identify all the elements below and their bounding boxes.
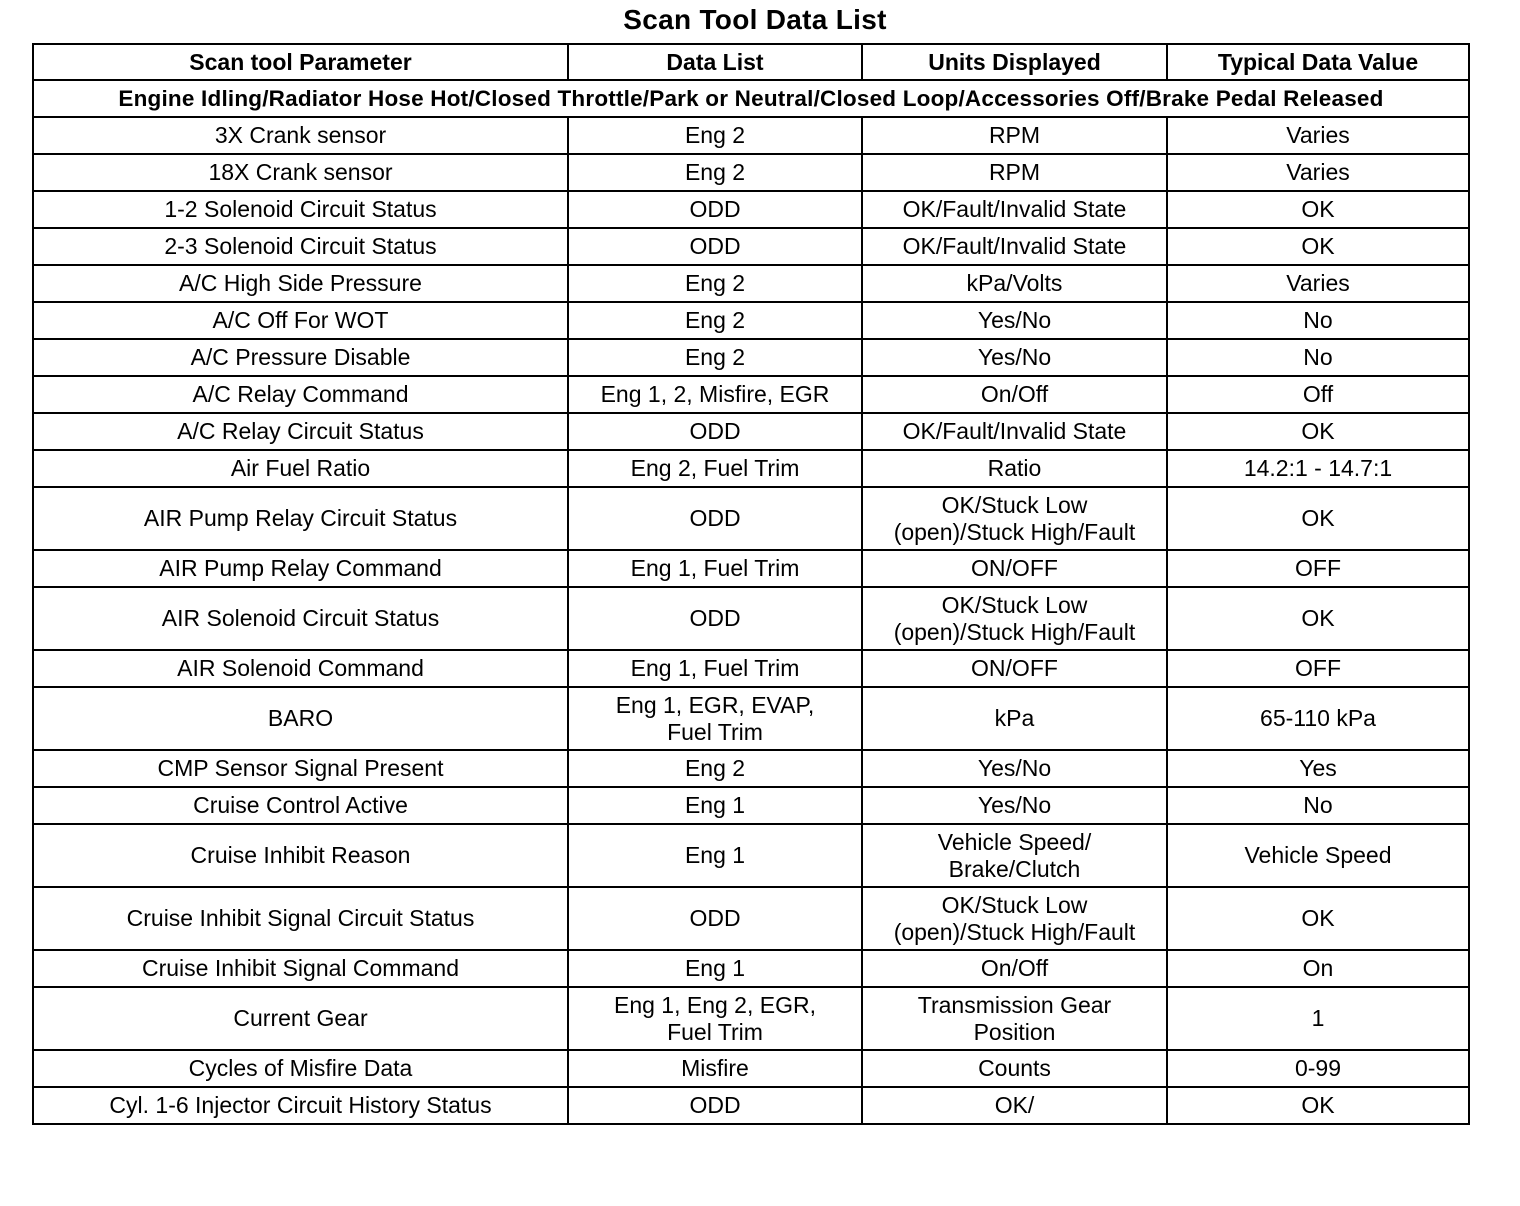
table-row — [33, 687, 1469, 750]
header-units-displayed: Units Displayed — [862, 44, 1167, 80]
typical-value-cell — [1167, 650, 1469, 687]
cell-line: ODD — [689, 233, 741, 259]
parameter-cell — [33, 487, 568, 550]
cell-line: Eng 1, Fuel Trim — [630, 655, 800, 681]
data-list-cell — [568, 650, 862, 687]
cell-line: Eng 2 — [684, 270, 746, 296]
units-cell — [862, 413, 1167, 450]
cell-line: AIR Solenoid Command — [177, 655, 424, 681]
cell-line: (open)/Stuck High/Fault — [893, 618, 1136, 645]
cell-line: OK — [1301, 1092, 1335, 1118]
typical-value-cell — [1167, 750, 1469, 787]
units-cell — [862, 787, 1167, 824]
cell-line: Misfire — [681, 1055, 749, 1081]
units-cell — [862, 228, 1167, 265]
parameter-cell — [33, 117, 568, 154]
table-row — [33, 987, 1469, 1050]
data-list-cell — [568, 587, 862, 650]
cell-line: Vehicle Speed/ — [937, 828, 1092, 855]
cell-line: 1-2 Solenoid Circuit Status — [164, 196, 437, 222]
cell-line: kPa/Volts — [966, 270, 1063, 296]
table-row — [33, 154, 1469, 191]
parameter-cell — [33, 228, 568, 265]
cell-line: Counts — [978, 1055, 1051, 1081]
cell-line: Yes — [1299, 755, 1337, 781]
cell-line: Eng 1 — [684, 842, 746, 868]
cell-line: A/C Off For WOT — [212, 307, 389, 333]
data-list-cell — [568, 154, 862, 191]
table-row — [33, 1087, 1469, 1124]
cell-line: Off — [1302, 381, 1334, 407]
parameter-cell — [33, 302, 568, 339]
table-row — [33, 824, 1469, 887]
data-list-cell — [568, 302, 862, 339]
table-row — [33, 450, 1469, 487]
parameter-cell — [33, 887, 568, 950]
cell-line: kPa — [994, 705, 1035, 731]
units-cell — [862, 487, 1167, 550]
parameter-cell — [33, 950, 568, 987]
cell-line: Yes/No — [977, 344, 1052, 370]
table-row — [33, 750, 1469, 787]
cell-line: OK/Fault/Invalid State — [902, 233, 1127, 259]
data-list-cell — [568, 1050, 862, 1087]
parameter-cell — [33, 550, 568, 587]
cell-line: 1 — [1311, 1005, 1325, 1031]
cell-line: On — [1302, 955, 1334, 981]
cell-line: A/C Pressure Disable — [190, 344, 411, 370]
cell-line: Fuel Trim — [667, 1018, 763, 1045]
data-list-cell — [568, 376, 862, 413]
cell-line: Cruise Inhibit Reason — [190, 842, 411, 868]
data-list-cell — [568, 950, 862, 987]
cell-line: AIR Pump Relay Command — [159, 555, 442, 581]
parameter-cell — [33, 1087, 568, 1124]
data-list-cell — [568, 339, 862, 376]
units-cell — [862, 987, 1167, 1050]
cell-line: 0-99 — [1294, 1055, 1342, 1081]
units-cell — [862, 687, 1167, 750]
cell-line: Eng 1, 2, Misfire, EGR — [600, 381, 830, 407]
cell-line: ODD — [689, 505, 741, 531]
typical-value-cell — [1167, 587, 1469, 650]
cell-line: No — [1303, 344, 1333, 370]
cell-line: RPM — [988, 122, 1041, 148]
cell-line: Varies — [1286, 122, 1350, 148]
table-row — [33, 787, 1469, 824]
table-row — [33, 228, 1469, 265]
cell-line: OFF — [1295, 555, 1341, 581]
typical-value-cell — [1167, 887, 1469, 950]
cell-line: On/Off — [980, 955, 1049, 981]
units-cell — [862, 950, 1167, 987]
cell-line: OK — [1301, 418, 1335, 444]
data-list-cell — [568, 687, 862, 750]
cell-line: Yes/No — [977, 792, 1052, 818]
header-scan-tool-parameter: Scan tool Parameter — [33, 44, 568, 80]
typical-value-cell — [1167, 302, 1469, 339]
cell-line: RPM — [988, 159, 1041, 185]
parameter-cell — [33, 750, 568, 787]
cell-line: Yes/No — [977, 307, 1052, 333]
units-cell — [862, 750, 1167, 787]
parameter-cell — [33, 650, 568, 687]
cell-line: OK — [1301, 196, 1335, 222]
cell-line: Eng 1, Fuel Trim — [630, 555, 800, 581]
cell-line: ODD — [689, 605, 741, 631]
units-cell — [862, 824, 1167, 887]
cell-line: Eng 2 — [684, 159, 746, 185]
cell-line: OK/Stuck Low — [941, 891, 1088, 918]
table-row — [33, 650, 1469, 687]
cell-line: Position — [973, 1018, 1056, 1045]
data-list-cell — [568, 987, 862, 1050]
scan-tool-data-table — [32, 43, 1470, 1125]
cell-line: Eng 2 — [684, 122, 746, 148]
cell-line: Eng 1, EGR, EVAP, — [615, 691, 815, 718]
data-list-cell — [568, 750, 862, 787]
cell-line: OK — [1301, 233, 1335, 259]
cell-line: Eng 2 — [684, 307, 746, 333]
parameter-cell — [33, 787, 568, 824]
table-row — [33, 376, 1469, 413]
cell-line: (open)/Stuck High/Fault — [893, 518, 1136, 545]
cell-line: A/C Relay Circuit Status — [177, 418, 424, 444]
table-row — [33, 302, 1469, 339]
condition-row — [33, 80, 1469, 117]
parameter-cell — [33, 587, 568, 650]
cell-line: Ratio — [987, 455, 1042, 481]
cell-line: OK — [1301, 505, 1335, 531]
parameter-cell — [33, 413, 568, 450]
units-cell — [862, 1050, 1167, 1087]
data-list-cell — [568, 228, 862, 265]
cell-line: OK/Stuck Low — [941, 491, 1088, 518]
cell-line: Varies — [1286, 270, 1350, 296]
table-row — [33, 339, 1469, 376]
cell-line: Eng 1, Eng 2, EGR, — [613, 991, 816, 1018]
cell-line: ON/OFF — [971, 655, 1058, 681]
cell-line: CMP Sensor Signal Present — [157, 755, 444, 781]
data-list-cell — [568, 550, 862, 587]
typical-value-cell — [1167, 487, 1469, 550]
cell-line: No — [1303, 307, 1333, 333]
cell-line: ODD — [689, 1092, 741, 1118]
typical-value-cell — [1167, 413, 1469, 450]
parameter-cell — [33, 987, 568, 1050]
cell-line: No — [1303, 792, 1333, 818]
units-cell — [862, 154, 1167, 191]
cell-line: Cruise Control Active — [193, 792, 408, 818]
table-row — [33, 950, 1469, 987]
cell-line: A/C High Side Pressure — [179, 270, 422, 296]
cell-line: ON/OFF — [971, 555, 1058, 581]
cell-line: Cruise Inhibit Signal Command — [141, 955, 460, 981]
cell-line: OK — [1301, 605, 1335, 631]
table-row — [33, 550, 1469, 587]
header-data-list: Data List — [568, 44, 862, 80]
cell-line: ODD — [689, 196, 741, 222]
units-cell — [862, 376, 1167, 413]
typical-value-cell — [1167, 450, 1469, 487]
table-row — [33, 413, 1469, 450]
cell-line: Eng 1 — [684, 792, 746, 818]
table-row — [33, 887, 1469, 950]
page-title: Scan Tool Data List — [623, 4, 887, 35]
cell-line: Cycles of Misfire Data — [188, 1055, 413, 1081]
data-list-cell — [568, 887, 862, 950]
parameter-cell — [33, 339, 568, 376]
typical-value-cell — [1167, 339, 1469, 376]
units-cell — [862, 550, 1167, 587]
header-row — [33, 44, 1469, 80]
typical-value-cell — [1167, 550, 1469, 587]
parameter-cell — [33, 1050, 568, 1087]
data-list-cell — [568, 824, 862, 887]
units-cell — [862, 587, 1167, 650]
table-row — [33, 1050, 1469, 1087]
table-row — [33, 587, 1469, 650]
cell-line: Brake/Clutch — [948, 855, 1081, 882]
parameter-cell — [33, 824, 568, 887]
typical-value-cell — [1167, 1087, 1469, 1124]
cell-line: Cyl. 1-6 Injector Circuit History Status — [109, 1092, 492, 1118]
typical-value-cell — [1167, 1050, 1469, 1087]
cell-line: Vehicle Speed — [1244, 842, 1392, 868]
cell-line: Cruise Inhibit Signal Circuit Status — [126, 905, 475, 931]
table-row — [33, 117, 1469, 154]
typical-value-cell — [1167, 154, 1469, 191]
data-list-cell — [568, 413, 862, 450]
data-list-cell — [568, 117, 862, 154]
data-list-cell — [568, 787, 862, 824]
cell-line: Eng 2, Fuel Trim — [630, 455, 800, 481]
cell-line: OK/Fault/Invalid State — [902, 418, 1127, 444]
cell-line: 65-110 kPa — [1260, 705, 1376, 731]
cell-line: (open)/Stuck High/Fault — [893, 918, 1136, 945]
cell-line: 14.2:1 - 14.7:1 — [1243, 455, 1393, 481]
units-cell — [862, 302, 1167, 339]
cell-line: Eng 2 — [684, 344, 746, 370]
header-typical-data-value: Typical Data Value — [1167, 44, 1469, 80]
units-cell — [862, 450, 1167, 487]
cell-line: ODD — [689, 418, 741, 444]
parameter-cell — [33, 265, 568, 302]
cell-line: Varies — [1286, 159, 1350, 185]
parameter-cell — [33, 154, 568, 191]
cell-line: On/Off — [980, 381, 1049, 407]
parameter-cell — [33, 450, 568, 487]
typical-value-cell — [1167, 191, 1469, 228]
typical-value-cell — [1167, 987, 1469, 1050]
cell-line: 18X Crank sensor — [208, 159, 393, 185]
table-row — [33, 191, 1469, 228]
cell-line: ODD — [689, 905, 741, 931]
cell-line: OK — [1301, 905, 1335, 931]
units-cell — [862, 1087, 1167, 1124]
data-list-cell — [568, 487, 862, 550]
data-list-cell — [568, 1087, 862, 1124]
data-list-cell — [568, 265, 862, 302]
parameter-cell — [33, 376, 568, 413]
cell-line: Air Fuel Ratio — [230, 455, 371, 481]
units-cell — [862, 887, 1167, 950]
parameter-cell — [33, 191, 568, 228]
cell-line: OFF — [1295, 655, 1341, 681]
cell-line: BARO — [267, 705, 334, 731]
cell-line: 3X Crank sensor — [214, 122, 387, 148]
cell-line: AIR Solenoid Circuit Status — [161, 605, 440, 631]
typical-value-cell — [1167, 117, 1469, 154]
units-cell — [862, 339, 1167, 376]
cell-line: OK/ — [994, 1092, 1035, 1118]
cell-line: Transmission Gear — [917, 991, 1112, 1018]
table-row — [33, 487, 1469, 550]
typical-value-cell — [1167, 228, 1469, 265]
cell-line: Fuel Trim — [667, 718, 763, 745]
typical-value-cell — [1167, 687, 1469, 750]
units-cell — [862, 650, 1167, 687]
condition-text: Engine Idling/Radiator Hose Hot/Closed Throttle/Park or Neutral/Closed Loop/Accessories Off/Brake Pedal Released — [33, 80, 1469, 117]
cell-line: AIR Pump Relay Circuit Status — [143, 505, 458, 531]
cell-line: Yes/No — [977, 755, 1052, 781]
typical-value-cell — [1167, 787, 1469, 824]
cell-line: Current Gear — [233, 1005, 368, 1031]
units-cell — [862, 265, 1167, 302]
parameter-cell — [33, 687, 568, 750]
units-cell — [862, 117, 1167, 154]
cell-line: OK/Stuck Low — [941, 591, 1088, 618]
typical-value-cell — [1167, 950, 1469, 987]
table-row — [33, 265, 1469, 302]
cell-line: A/C Relay Command — [192, 381, 409, 407]
cell-line: Eng 2 — [684, 755, 746, 781]
cell-line: OK/Fault/Invalid State — [902, 196, 1127, 222]
typical-value-cell — [1167, 824, 1469, 887]
data-list-cell — [568, 191, 862, 228]
units-cell — [862, 191, 1167, 228]
cell-line: 2-3 Solenoid Circuit Status — [164, 233, 437, 259]
typical-value-cell — [1167, 265, 1469, 302]
data-list-cell — [568, 450, 862, 487]
cell-line: Eng 1 — [684, 955, 746, 981]
typical-value-cell — [1167, 376, 1469, 413]
